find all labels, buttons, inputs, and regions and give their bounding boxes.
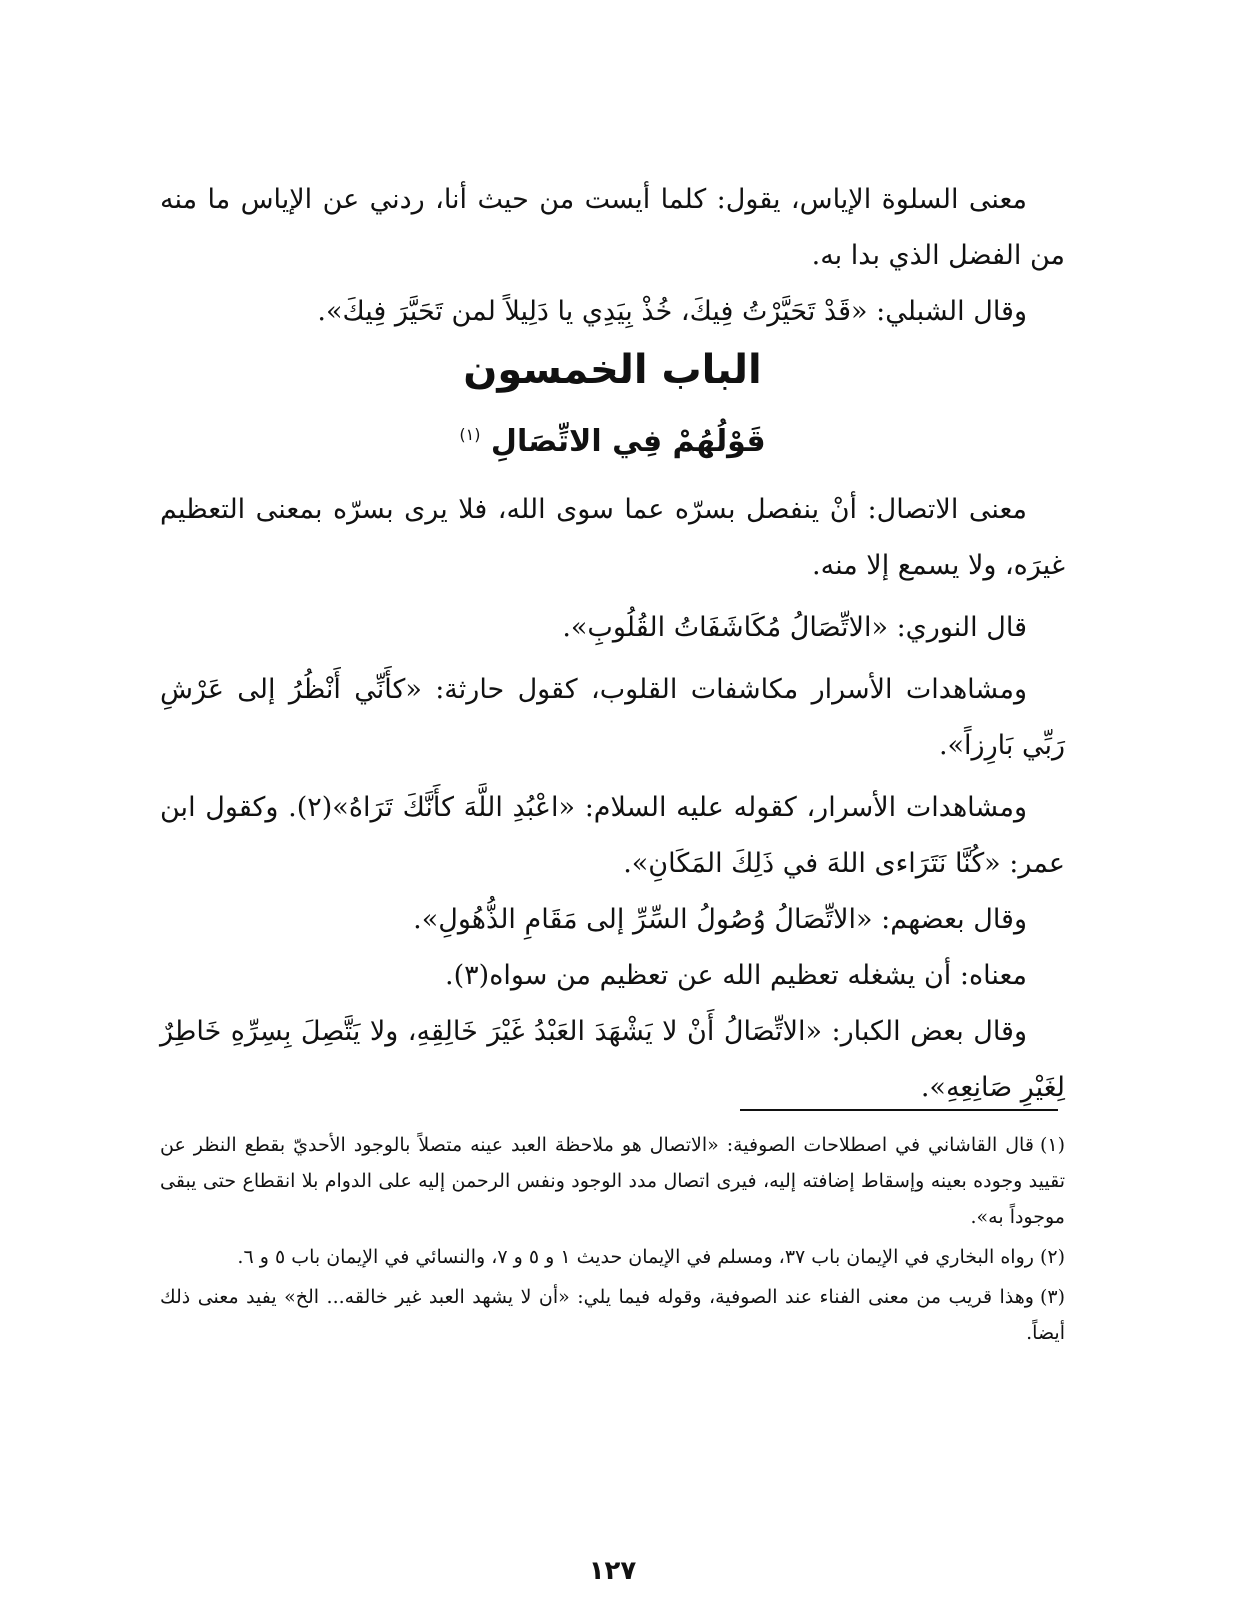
footnotes — [160, 1127, 1065, 1355]
paragraph-maanahu: معناه: أن يشغله تعظيم الله عن تعظيم من سواه(٣). — [445, 960, 1027, 991]
paragraph-shibli: وقال الشبلي: «قَدْ تَحَيَّرْتُ فِيكَ، خُذْ بِيَدِي يا دَلِيلاً لمن تَحَيَّرَ فِيكَ». — [317, 296, 1027, 327]
paragraph-hadith: ومشاهدات الأسرار، كقوله عليه السلام: «اعْبُدِ اللَّهَ كأَنَّكَ تَرَاهُ»(٢). وكقول ابن عمر: «كُنَّا نَتَرَاءى اللهَ في ذَلِكَ المَكَانِ». — [160, 792, 1065, 879]
opening-text — [160, 172, 1065, 340]
section-title-footnote-ref: (١) — [459, 425, 481, 444]
footnote-1-text: قال القاشاني في اصطلاحات الصوفية: «الاتصال هو ملاحظة العبد عينه متصلاً بالوجود الأحديّ بقطع النظر عن تقييد وجوده بعينه وإسقاط إضافته إليه، فيرى اتصال مدد الوجود ونفس الرحمن إليه على الدوام بلا انقطاع حتى يبقى موجوداً به». — [160, 1134, 1065, 1228]
footnote-2-text: رواه البخاري في الإيمان باب ٣٧، ومسلم في الإيمان حديث ١ و ٥ و ٧، والنسائي في الإيمان باب ٥ و ٦. — [237, 1246, 1034, 1268]
main-text — [160, 482, 1065, 1116]
paragraph-haritha: ومشاهدات الأسرار مكاشفات القلوب، كقول حارثة: «كأَنِّي أَنْظُرُ إلى عَرْشِ رَبِّي بَارِزاً». — [160, 674, 1065, 761]
paragraph-salwa: معنى السلوة الإياس، يقول: كلما أيست من حيث أنا، ردني عن الإياس ما منه من الفضل الذي بدا به. — [160, 184, 1065, 271]
footnote-1-number: (١) — [1039, 1134, 1065, 1156]
paragraph-ittisal-definition: معنى الاتصال: أنْ ينفصل بسرّه عما سوى الله، فلا يرى بسرّه بمعنى التعظيم غيرَه، ولا يسمع إلا منه. — [160, 494, 1065, 581]
footnote-2-number: (٢) — [1039, 1246, 1065, 1268]
footnote-3-number: (٣) — [1039, 1286, 1065, 1308]
footnote-2 — [160, 1239, 1065, 1275]
footnote-3 — [160, 1279, 1065, 1351]
section-title-text: قَوْلُهُمْ فِي الاتِّصَالِ — [490, 424, 766, 459]
footnote-divider — [740, 1109, 1058, 1111]
page-number: ١٢٧ — [588, 1556, 637, 1586]
chapter-title: الباب الخمسون — [463, 347, 762, 393]
paragraph-nuri: قال النوري: «الاتِّصَالُ مُكَاشَفَاتُ القُلُوبِ». — [562, 612, 1027, 643]
section-title — [160, 410, 1065, 467]
footnote-1 — [160, 1127, 1065, 1235]
footnote-3-text: وهذا قريب من معنى الفناء عند الصوفية، وقوله فيما يلي: «أن لا يشهد العبد غير خالقه... الخ» يفيد معنى ذلك أيضاً. — [160, 1286, 1065, 1344]
paragraph-kibar: وقال بعض الكبار: «الاتِّصَالُ أَنْ لا يَشْهَدَ العَبْدُ غَيْرَ خَالِقِهِ، ولا يَتَّصِلَ بِسِرِّهِ خَاطِرٌ لِغَيْرِ صَانِعِهِ». — [160, 1016, 1065, 1103]
paragraph-baadhuhum: وقال بعضهم: «الاتِّصَالُ وُصُولُ السِّرِّ إلى مَقَامِ الذُّهُولِ». — [413, 904, 1027, 935]
